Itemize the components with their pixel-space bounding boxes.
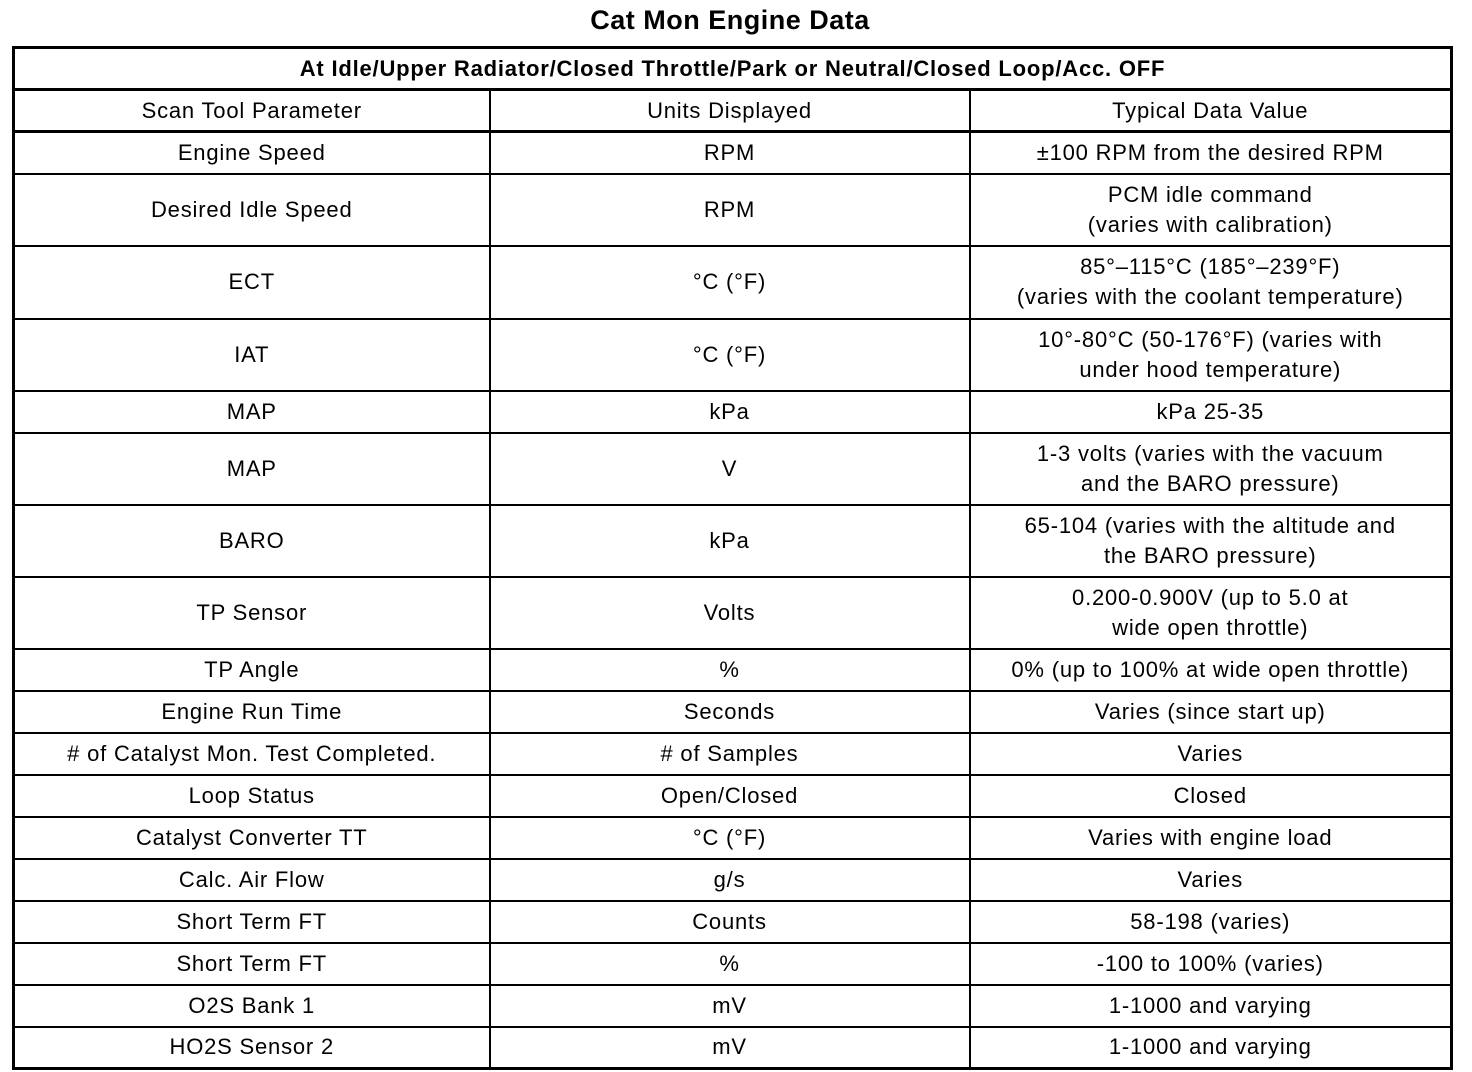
operating-condition: At Idle/Upper Radiator/Closed Throttle/Park or Neutral/Closed Loop/Acc. OFF [14,48,1452,90]
units-cell: g/s [490,859,970,901]
table-row [14,901,1452,943]
column-header-parameter: Scan Tool Parameter [14,90,490,132]
value-cell: kPa 25-35 [970,391,1452,433]
parameter-cell: BARO [14,505,490,577]
units-cell: V [490,433,970,505]
table-row [14,817,1452,859]
value-cell: 1-3 volts (varies with the vacuum and the BARO pressure) [970,433,1452,505]
value-cell: 65-104 (varies with the altitude and the BARO pressure) [970,505,1452,577]
table-row [14,985,1452,1027]
table-row [14,505,1452,577]
units-cell: # of Samples [490,733,970,775]
table-row [14,319,1452,391]
value-cell: 85°–115°C (185°–239°F) (varies with the coolant temperature) [970,246,1452,319]
table-row [14,859,1452,901]
table-row [14,775,1452,817]
value-cell: Varies with engine load [970,817,1452,859]
units-cell: Open/Closed [490,775,970,817]
parameter-cell: Loop Status [14,775,490,817]
parameter-cell: Desired Idle Speed [14,174,490,246]
value-cell: -100 to 100% (varies) [970,943,1452,985]
parameter-cell: IAT [14,319,490,391]
value-cell: 0% (up to 100% at wide open throttle) [970,649,1452,691]
units-cell: Volts [490,577,970,649]
value-cell: Varies (since start up) [970,691,1452,733]
units-cell: kPa [490,391,970,433]
table-row [14,391,1452,433]
units-cell: Seconds [490,691,970,733]
parameter-cell: # of Catalyst Mon. Test Completed. [14,733,490,775]
table-row [14,649,1452,691]
units-cell: mV [490,985,970,1027]
parameter-cell: Short Term FT [14,943,490,985]
table-row [14,733,1452,775]
table-row [14,577,1452,649]
column-header-value: Typical Data Value [970,90,1452,132]
value-cell: Closed [970,775,1452,817]
table-row [14,174,1452,246]
parameter-cell: Short Term FT [14,901,490,943]
parameter-cell: HO2S Sensor 2 [14,1027,490,1069]
value-cell: 58-198 (varies) [970,901,1452,943]
column-header-units: Units Displayed [490,90,970,132]
parameter-cell: ECT [14,246,490,319]
value-cell: Varies [970,859,1452,901]
parameter-cell: Engine Speed [14,132,490,174]
table-row [14,246,1452,319]
parameter-cell: Calc. Air Flow [14,859,490,901]
value-cell: 1-1000 and varying [970,1027,1452,1069]
parameter-cell: Engine Run Time [14,691,490,733]
parameter-cell: O2S Bank 1 [14,985,490,1027]
units-cell: °C (°F) [490,319,970,391]
parameter-cell: Catalyst Converter TT [14,817,490,859]
page-title: Cat Mon Engine Data [590,5,870,35]
parameter-cell: TP Angle [14,649,490,691]
value-cell: Varies [970,733,1452,775]
units-cell: RPM [490,174,970,246]
column-header-row [14,90,1452,132]
units-cell: % [490,943,970,985]
value-cell: 10°-80°C (50-176°F) (varies with under hood temperature) [970,319,1452,391]
value-cell: ±100 RPM from the desired RPM [970,132,1452,174]
condition-row [14,48,1452,90]
table-row [14,433,1452,505]
units-cell: kPa [490,505,970,577]
units-cell: °C (°F) [490,817,970,859]
engine-data-table [12,46,1453,1070]
units-cell: Counts [490,901,970,943]
parameter-cell: MAP [14,391,490,433]
value-cell: 1-1000 and varying [970,985,1452,1027]
value-cell: PCM idle command (varies with calibration) [970,174,1452,246]
table-row [14,943,1452,985]
table-row [14,1027,1452,1069]
units-cell: °C (°F) [490,246,970,319]
value-cell: 0.200-0.900V (up to 5.0 at wide open throttle) [970,577,1452,649]
units-cell: % [490,649,970,691]
parameter-cell: TP Sensor [14,577,490,649]
parameter-cell: MAP [14,433,490,505]
units-cell: mV [490,1027,970,1069]
table-row [14,132,1452,174]
units-cell: RPM [490,132,970,174]
table-row [14,691,1452,733]
